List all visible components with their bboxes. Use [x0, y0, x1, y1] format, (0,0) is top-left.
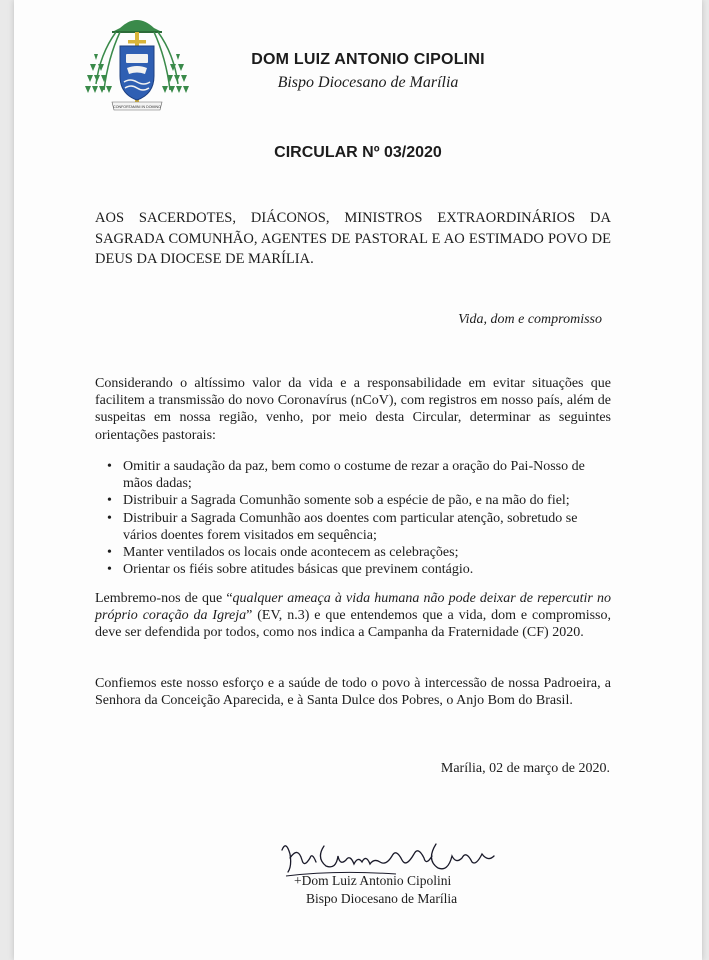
- list-item: • Distribuir a Sagrada Comunhão somente sob a espécie de pão, e na mão do fiel;: [95, 492, 611, 509]
- intro-paragraph: Considerando o altíssimo valor da vida e a responsabilidade em evitar situações que facilitem a transmissão do novo Coronavírus (nCoV), com registros em nosso país, além de suspeitas em nossa região, venho, por meio desta Circular, determinar as seguintes orientações pastorais:: [95, 376, 611, 443]
- signatory-name: +Dom Luiz Antonio Cipolini: [294, 873, 452, 888]
- list-item: • Omitir a saudação da paz, bem como o costume de rezar a oração do Pai-Nosso de mãos dadas;: [95, 458, 611, 492]
- orientations-list: [95, 458, 611, 578]
- closing-paragraph: Confiemos este nosso esforço e a saúde de todo o povo à intercessão de nossa Padroeira, a Senhora da Conceição Aparecida, e à Santa Dulce dos Pobres, o Anjo Bom do Brasil.: [95, 676, 611, 709]
- list-item: • Orientar os fiéis sobre atitudes básicas que previnem contágio.: [95, 561, 611, 578]
- episcopal-coat-of-arms-icon: [82, 14, 192, 114]
- bishop-name-heading: DOM LUIZ ANTONIO CIPOLINI: [251, 51, 485, 68]
- document-page: [14, 0, 702, 960]
- bishop-subtitle: Bispo Diocesano de Marília: [277, 74, 459, 91]
- quote-tail-text: ” (EV, n.3) e que entendemos que a vida, dom e compromisso, deve ser defendida por todos, como nos indica a Campanha da Fraternidade (CF) 2020.: [95, 608, 611, 641]
- date-line: Marília, 02 de março de 2020.: [440, 761, 610, 776]
- list-item: • Manter ventilados os locais onde acontecem as celebrações;: [95, 544, 611, 561]
- campaign-motto: Vida, dom e compromisso: [458, 312, 602, 327]
- quote-paragraph: [95, 590, 611, 642]
- addressees-paragraph: AOS SACERDOTES, DIÁCONOS, MINISTROS EXTRAORDINÁRIOS DA SAGRADA COMUNHÃO, AGENTES DE PASTORAL E AO ESTIMADO POVO DE DEUS DA DIOCESE DE MARÍLIA.: [95, 210, 611, 267]
- circular-title: CIRCULAR Nº 03/2020: [274, 144, 442, 161]
- encyclical-quote: qualquer ameaça à vida humana não pode deixar de repercutir no próprio coração da Igreja: [95, 591, 611, 624]
- quote-lead-text: Lembremo-nos de que “: [95, 591, 233, 606]
- svg-text:CONFORTAMINI IN DOMINO: CONFORTAMINI IN DOMINO: [113, 105, 161, 109]
- signatory-title: Bispo Diocesano de Marília: [306, 891, 458, 906]
- list-item: • Distribuir a Sagrada Comunhão aos doentes com particular atenção, sobretudo se vários doentes forem visitados em sequência;: [95, 510, 611, 544]
